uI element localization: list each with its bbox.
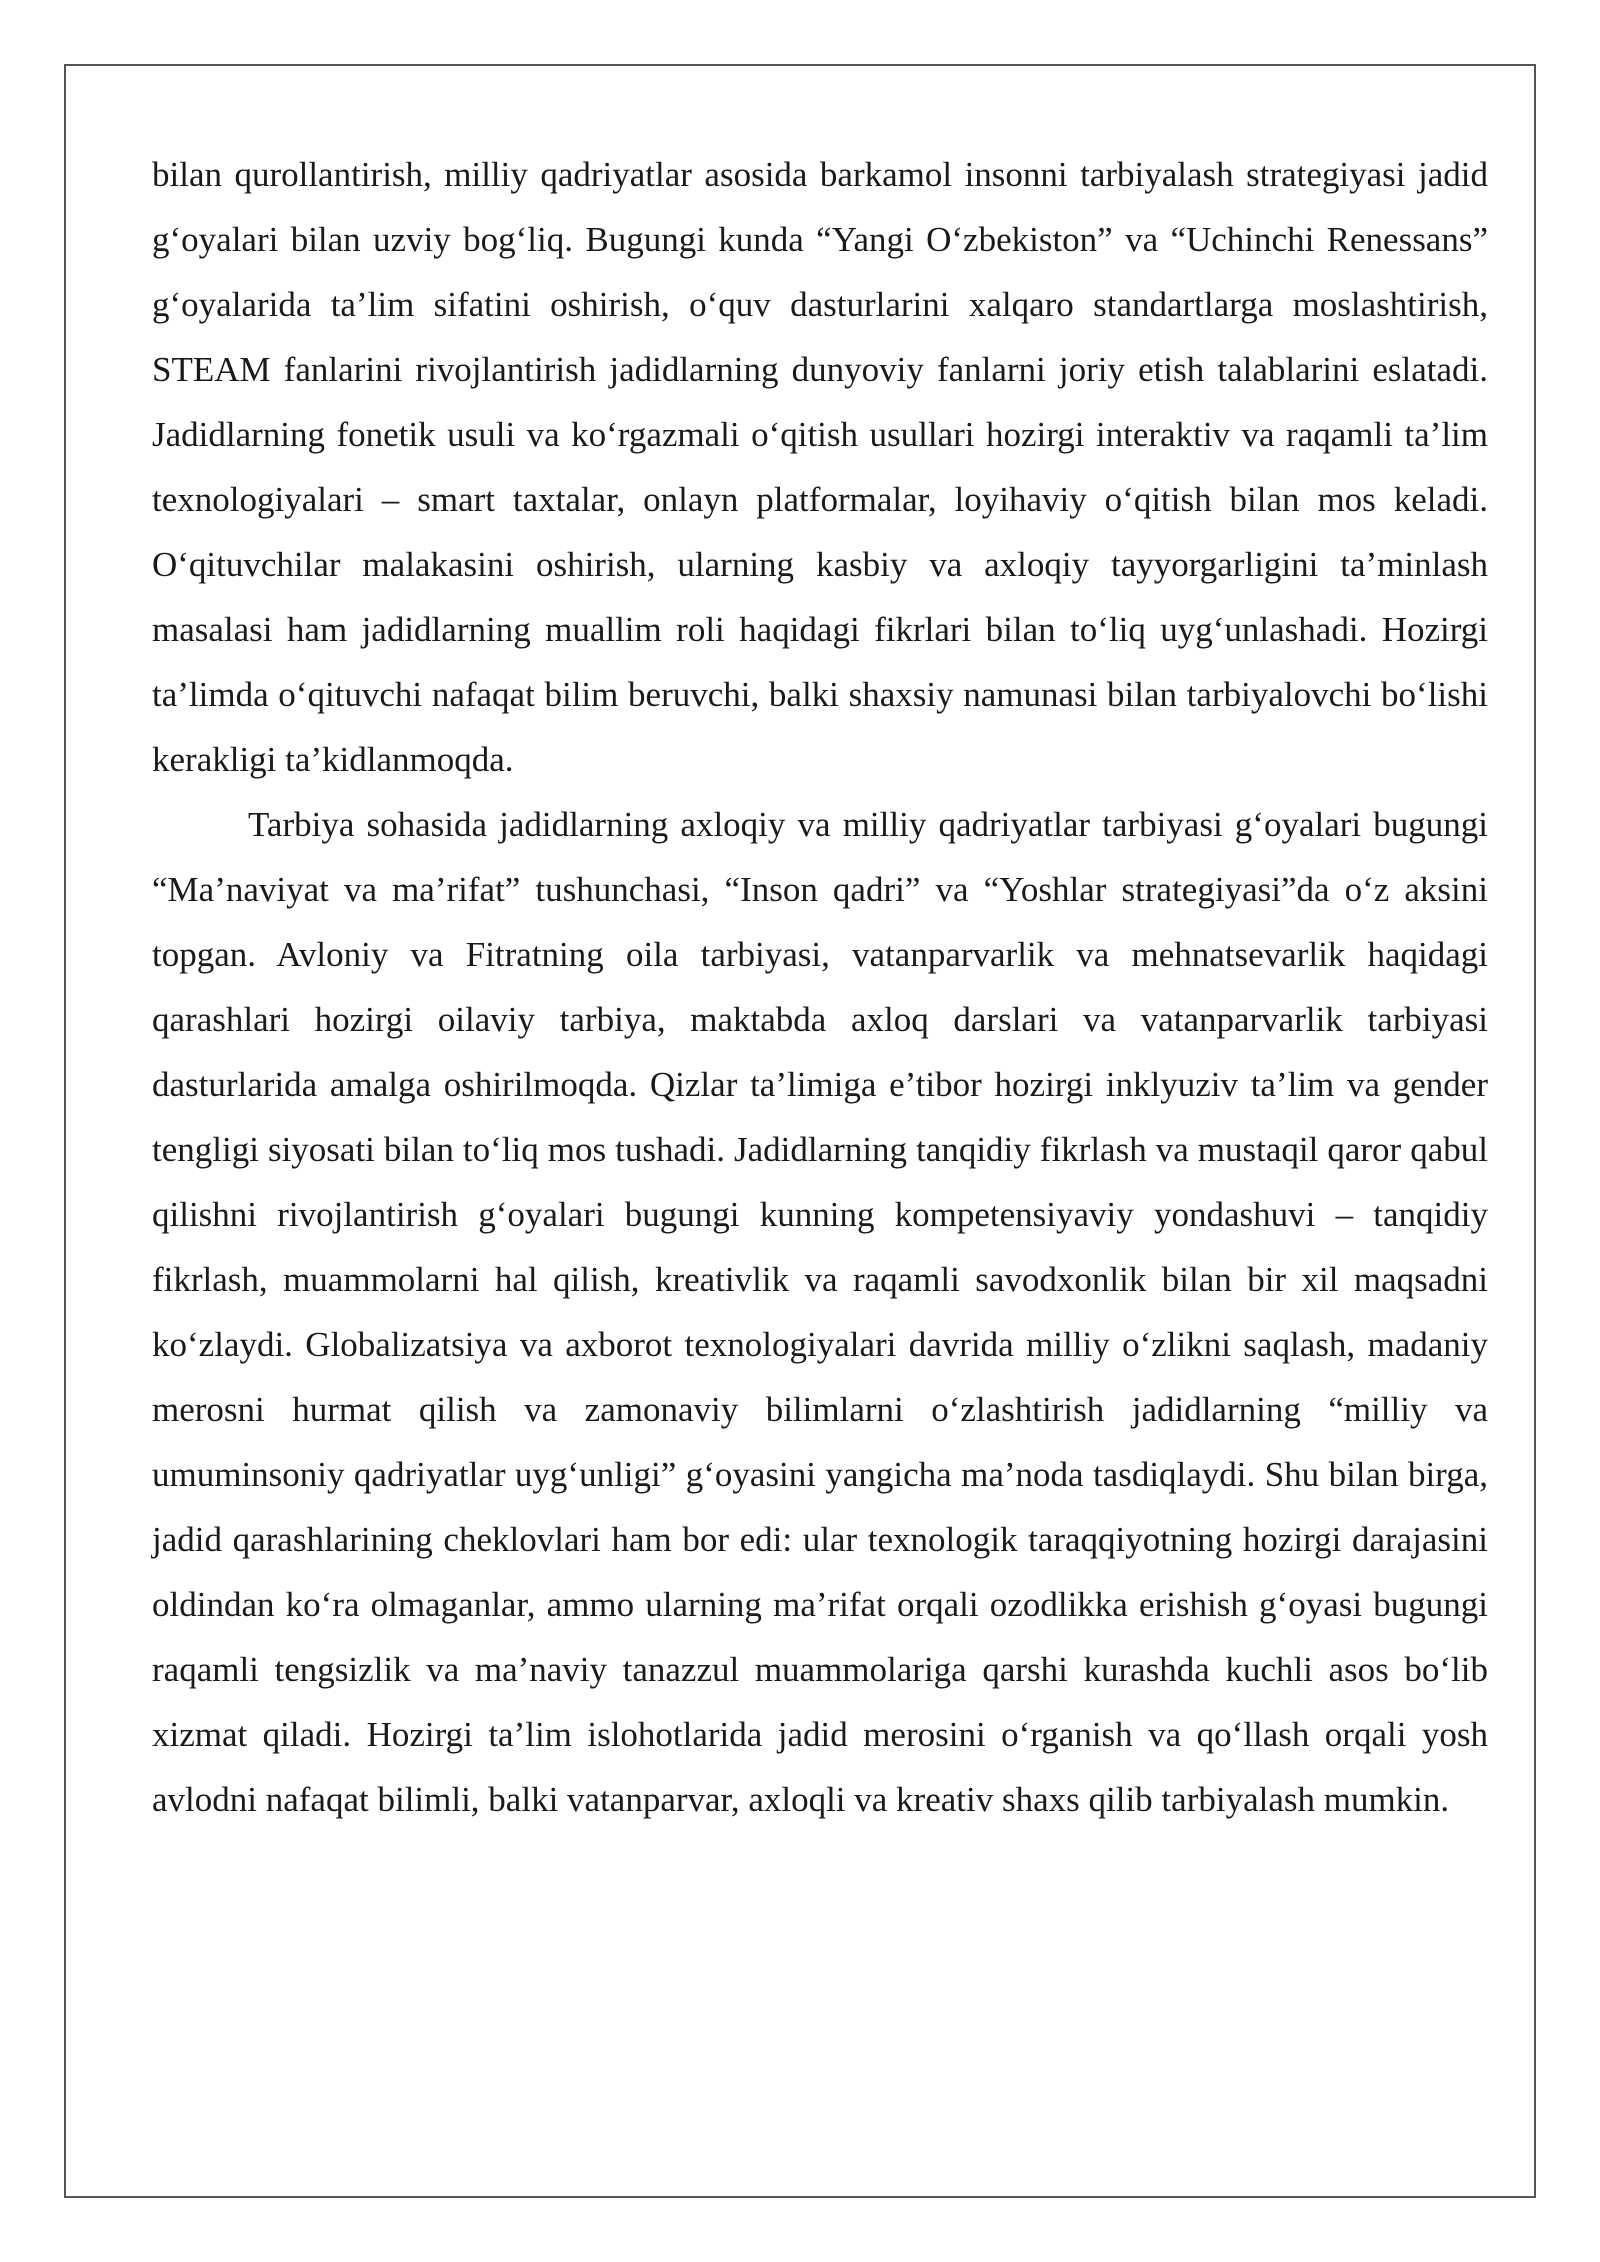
paragraph-tarbiya: Tarbiya sohasida jadidlarning axloqiy va milliy qadriyatlar tarbiyasi g‘oyalari bugungi “Ma’naviyat va ma’rifat” tushunchasi, “Inson qadri” va “Yoshlar strategiyasi”da o‘z aksini topgan. Avloniy va Fitratning oila tarbiyasi, vatanparvarlik va mehnatsevarlik haqidagi qarashlari hozirgi oilaviy tarbiya, maktabda axloq darslari va vatanparvarlik tarbiyasi dasturlarida amalga oshirilmoqda. Qizlar ta’limiga e’tibor hozirgi inklyuziv ta’lim va gender tengligi siyosati bilan to‘liq mos tushadi. Jadidlarning tanqidiy fikrlash va mustaqil qaror qabul qilishni rivojlantirish g‘oyalari bugungi kunning kompetensiyaviy yondashuvi – tanqidiy fikrlash, muammolarni hal qilish, kreativlik va raqamli savodxonlik bilan bir xil maqsadni ko‘zlaydi. Globalizatsiya va axborot texnologiyalari davrida milliy o‘zlikni saqlash, madaniy merosni hurmat qilish va zamonaviy bilimlarni o‘zlashtirish jadidlarning “milliy va umuminsoniy qadriyatlar uyg‘unligi” g‘oyasini yangicha ma’noda tasdiqlaydi. Shu bilan birga, jadid qarashlarining cheklovlari ham bor edi: ular texnologik taraqqiyotning hozirgi darajasini oldindan ko‘ra olmaganlar, ammo ularning ma’rifat orqali ozodlikka erishish g‘oyasi bugungi raqamli tengsizlik va ma’naviy tanazzul muammolariga qarshi kurashda kuchli asos bo‘lib xizmat qiladi. Hozirgi ta’lim islohotlarida jadid merosini o‘rganish va qo‘llash orqali yosh avlodni nafaqat bilimli, balki vatanparvar, axloqli va kreativ shaxs qilib tarbiyalash mumkin. xyxy=(152,805,1488,1819)
paragraph-continuation: bilan qurollantirish, milliy qadriyatlar asosida barkamol insonni tarbiyalash strategiyasi jadid g‘oyalari bilan uzviy bog‘liq. Bugungi kunda “Yangi O‘zbekiston” va “Uchinchi Renessans” g‘oyalarida ta’lim sifatini oshirish, o‘quv dasturlarini xalqaro standartlarga moslashtirish, STEAM fanlarini rivojlantirish jadidlarning dunyoviy fanlarni joriy etish talablarini eslatadi. Jadidlarning fonetik usuli va ko‘rgazmali o‘qitish usullari hozirgi interaktiv va raqamli ta’lim texnologiyalari – smart taxtalar, onlayn platformalar, loyihaviy o‘qitish bilan mos keladi. O‘qituvchilar malakasini oshirish, ularning kasbiy va axloqiy tayyorgarligini ta’minlash masalasi ham jadidlarning muallim roli haqidagi fikrlari bilan to‘liq uyg‘unlashadi. Hozirgi ta’limda o‘qituvchi nafaqat bilim beruvchi, balki shaxsiy namunasi bilan tarbiyalovchi bo‘lishi kerakligi ta’kidlanmoqda. xyxy=(152,155,1488,779)
document-body xyxy=(152,142,1488,1832)
